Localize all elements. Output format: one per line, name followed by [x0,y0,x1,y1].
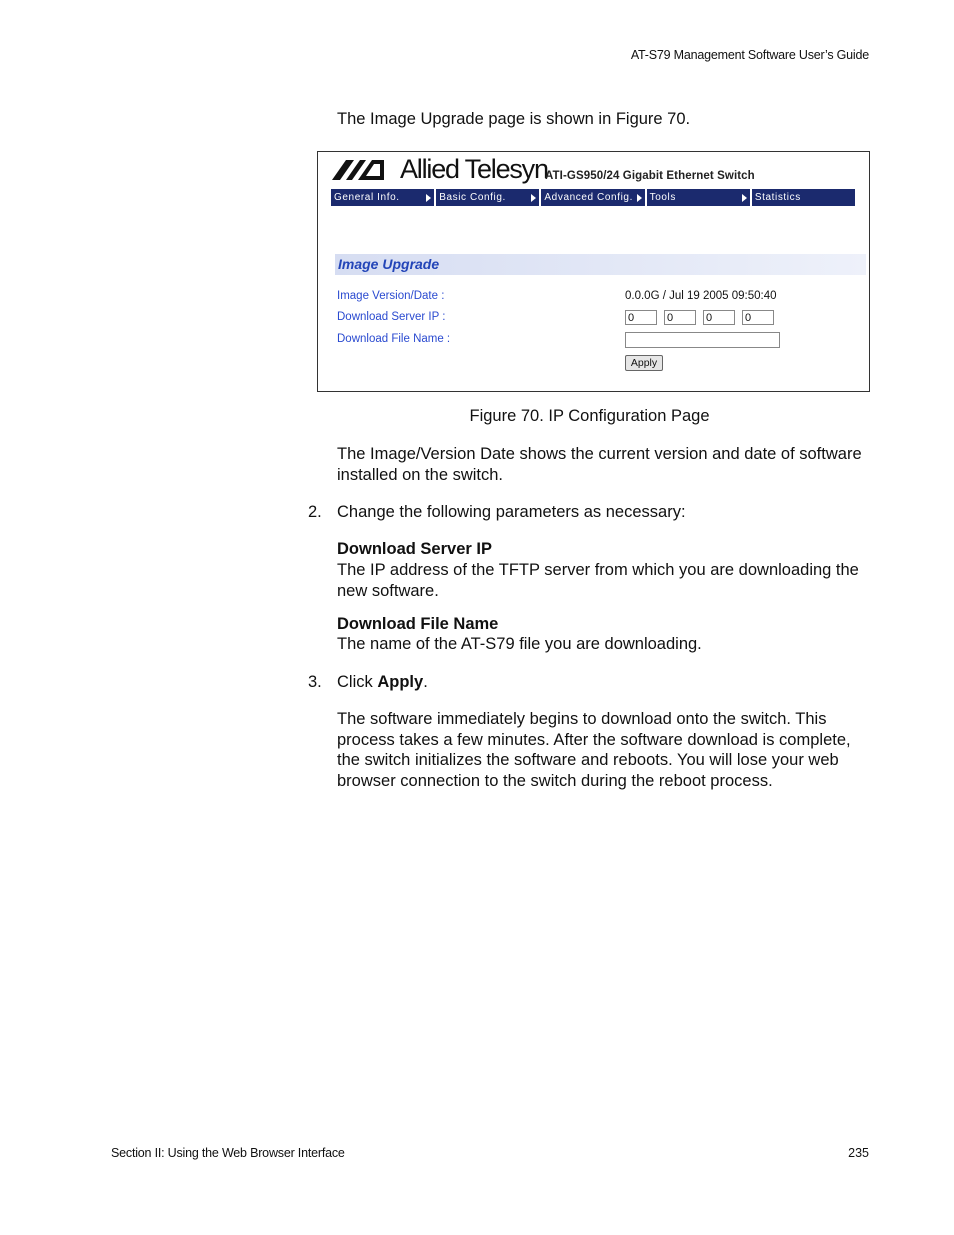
section-title: Image Upgrade [338,256,440,272]
main-menu [331,189,855,206]
menu-advanced-config[interactable] [541,189,644,206]
image-version-value: 0.0.0G / Jul 19 2005 09:50:40 [625,290,777,302]
figure-caption: Figure 70. IP Configuration Page [469,407,710,425]
menu-basic-config[interactable] [436,189,539,206]
arrow-right-icon [742,194,747,202]
server-ip-label: Download Server IP : [337,311,446,323]
footer-section: Section II: Using the Web Browser Interface [111,1146,345,1160]
figure-image-upgrade [317,151,870,392]
file-name-input[interactable] [625,332,780,348]
param-def-server-ip: The IP address of the TFTP server from which you are downloading the new software. [337,561,859,600]
param-term-file-name: Download File Name [337,615,499,633]
param-term-server-ip: Download Server IP [337,540,492,558]
arrow-right-icon [531,194,536,202]
apply-emphasis: Apply [377,673,424,691]
param-def-file-name: The name of the AT-S79 file you are downloading. [337,635,702,653]
server-ip-octet-2[interactable] [664,310,696,325]
step-prefix: Click [337,673,378,691]
menu-label: Basic Config. [439,192,506,203]
section-header [335,254,866,275]
file-name-label: Download File Name : [337,333,451,345]
menu-statistics[interactable] [752,189,855,206]
intro-text: The Image Upgrade page is shown in Figure 70. [337,110,691,128]
paragraph-1: The Image/Version Date shows the current version and date of software installed on the switch. [337,445,862,484]
allied-telesyn-logo-icon [332,158,384,182]
server-ip-octet-3[interactable] [703,310,735,325]
page-number: 235 [848,1146,869,1160]
menu-label: Statistics [754,192,801,203]
menu-label: Tools [649,192,676,203]
menu-tools[interactable] [647,189,750,206]
step-number: 3. [308,673,322,691]
arrow-right-icon [426,194,431,202]
server-ip-octet-4[interactable] [742,310,774,325]
running-header: AT-S79 Management Software User’s Guide [630,48,869,62]
step-text [337,672,428,693]
step-text: Change the following parameters as necessary: [337,503,686,521]
image-version-label: Image Version/Date : [337,290,445,302]
menu-label: General Info. [334,192,400,203]
menu-label: Advanced Config. [544,192,633,203]
step-number: 2. [308,503,322,521]
apply-button[interactable]: Apply [625,355,663,371]
brand-name: Allied Telesyn [400,154,548,184]
server-ip-octet-1[interactable] [625,310,657,325]
arrow-right-icon [637,194,642,202]
step-suffix: . [423,673,428,691]
menu-general-info[interactable] [331,189,434,206]
paragraph-2: The software immediately begins to download onto the switch. This process takes a few minutes. After the software download is complete, the switch initializes the software and reboots. You will lose your web browser connection to the switch during the reboot process. [337,710,851,790]
switch-model: ATI-GS950/24 Gigabit Ethernet Switch [545,170,755,182]
